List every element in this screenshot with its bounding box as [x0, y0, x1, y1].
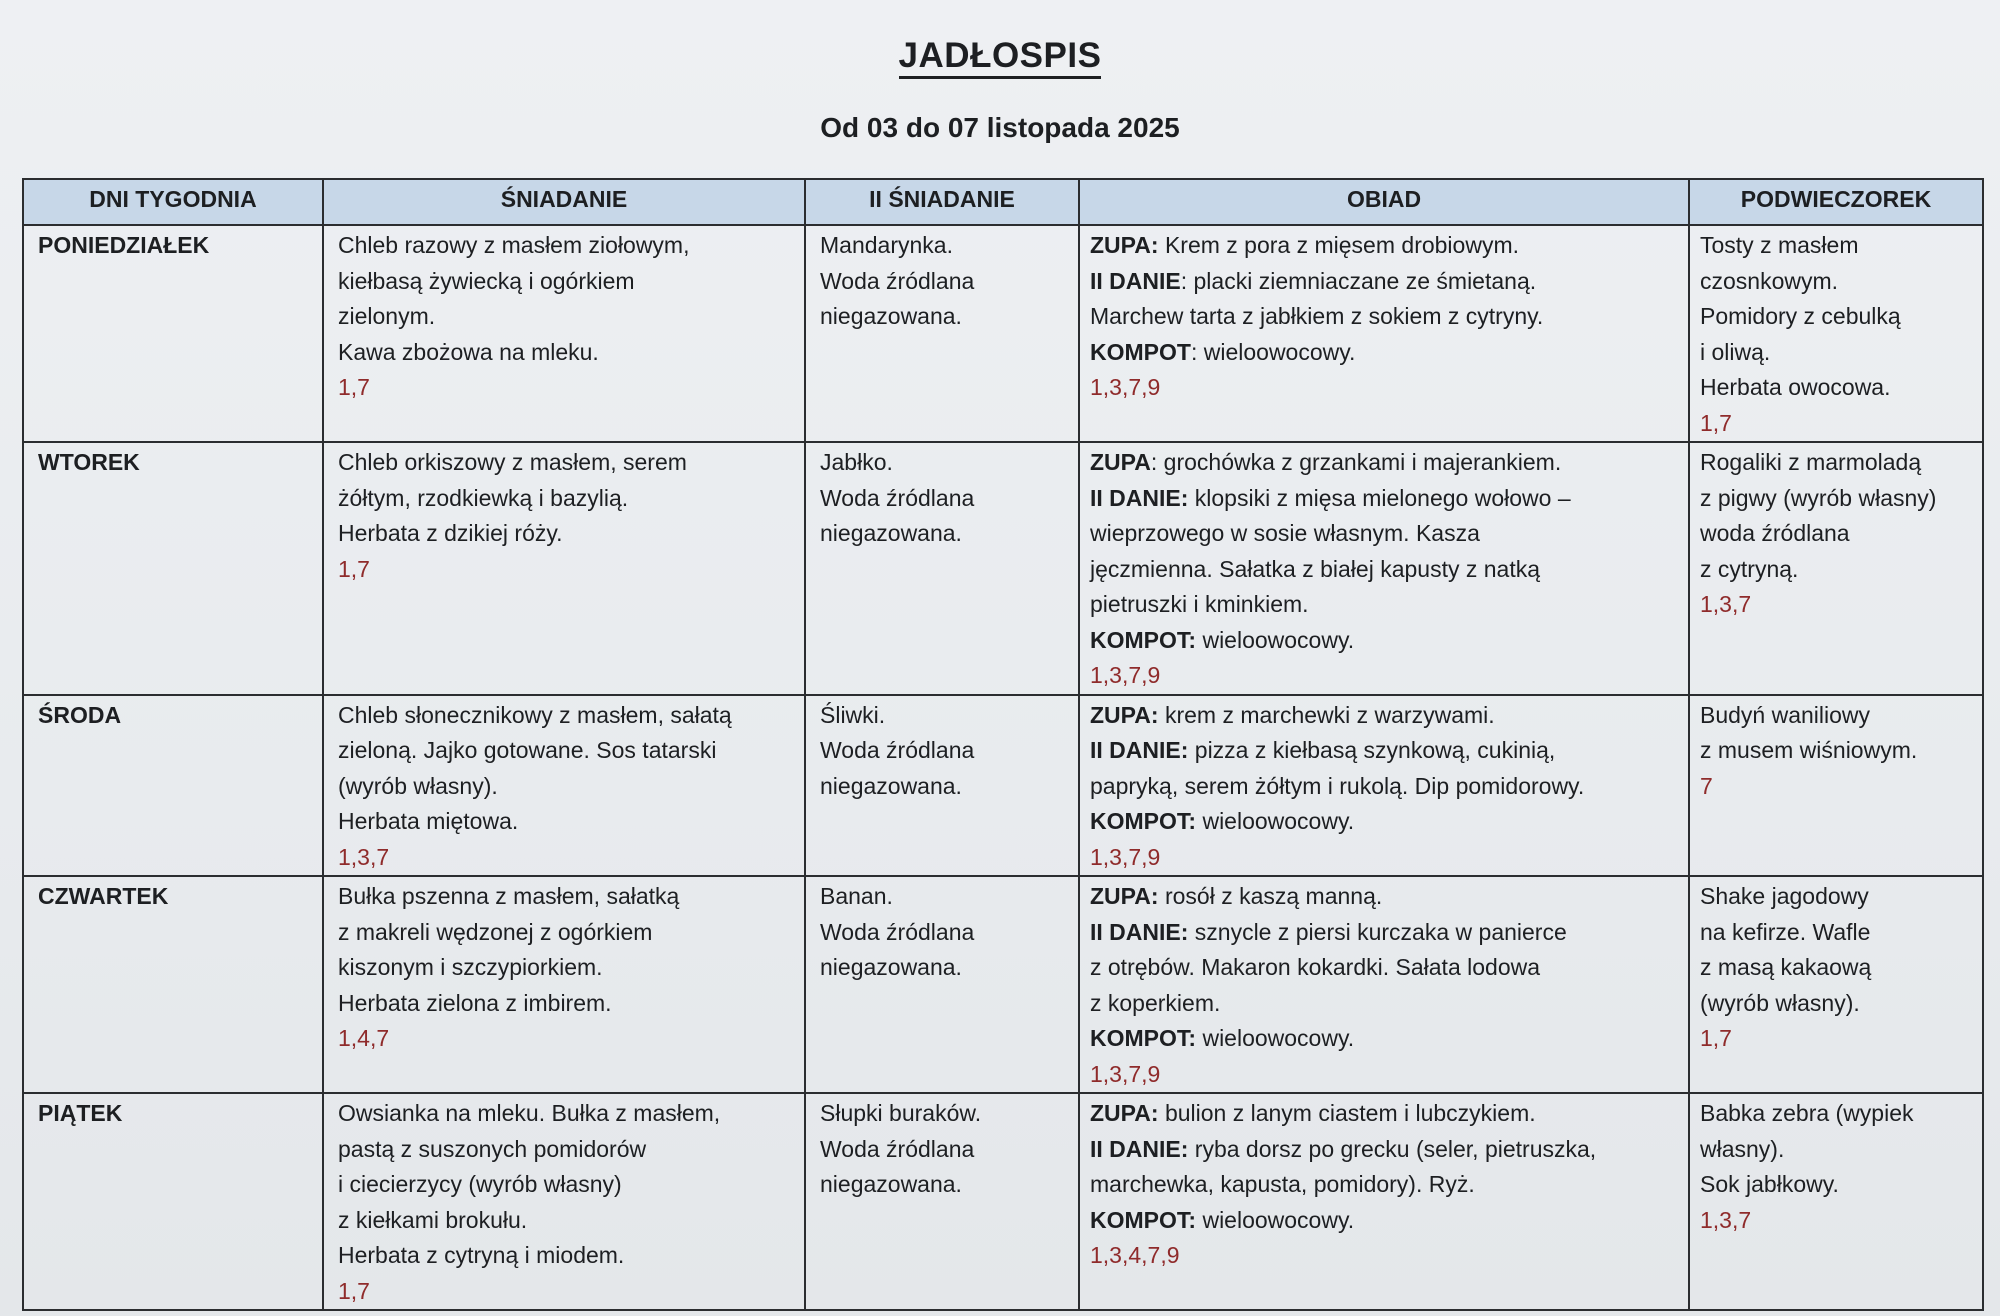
meal-line: Jabłko. — [820, 449, 893, 475]
sniadanie-cell — [323, 876, 805, 1093]
meal-line: Kawa zbożowa na mleku. — [338, 338, 599, 365]
meal-line: z pigwy (wyrób własny) — [1700, 484, 1937, 511]
meal-line — [1090, 1203, 1674, 1239]
meal-line: Owsianka na mleku. Bułka z masłem, — [338, 1100, 721, 1126]
allergens-label: 1,7 — [338, 1277, 370, 1304]
meal-line: z masą kakaową — [1700, 954, 1872, 980]
meal-line — [1090, 1096, 1674, 1132]
meal-line: (wyrób własny). — [338, 772, 498, 799]
meal-line: Herbata miętowa. — [338, 808, 519, 834]
meal-line: z kiełkami brokułu. — [338, 1206, 528, 1233]
course-text: pizza z kiełbasą szynkową, cukinią, — [1188, 737, 1556, 763]
meal-line — [1090, 516, 1674, 552]
obiad-cell — [1079, 442, 1689, 695]
course-text: krem z marchewki z warzywami. — [1158, 701, 1495, 728]
meal-line: i oliwą. — [1700, 338, 1771, 365]
course-label: ZUPA: — [1090, 883, 1159, 909]
allergens-label: 1,3,7 — [1700, 1206, 1752, 1233]
course-label: II DANIE: — [1090, 484, 1189, 511]
obiad-cell — [1079, 1093, 1689, 1310]
obiad-cell — [1079, 876, 1689, 1093]
meal-line: Woda źródlana — [820, 918, 975, 945]
meal-line: Woda źródlana — [820, 267, 975, 294]
course-text: z koperkiem. — [1090, 989, 1221, 1016]
meal-line: Herbata zielona z imbirem. — [338, 989, 612, 1016]
header-sniadanie: ŚNIADANIE — [323, 179, 805, 225]
meal-line: czosnkowym. — [1700, 267, 1839, 294]
sniadanie-cell — [323, 695, 805, 877]
meal-line: Woda źródlana — [820, 484, 975, 511]
sniadanie-cell — [323, 225, 805, 442]
meal-line — [1090, 481, 1674, 517]
meal-line: Mandarynka. — [820, 232, 953, 258]
meal-line: woda źródlana — [1700, 520, 1850, 546]
meal-line — [1090, 1132, 1674, 1168]
meal-line: Woda źródlana — [820, 737, 975, 763]
course-text: Marchew tarta z jabłkiem z sokiem z cytryny. — [1090, 303, 1544, 329]
ii-sniadanie-cell — [805, 876, 1079, 1093]
meal-line: Herbata z dzikiej róży. — [338, 520, 563, 546]
meal-line: zielonym. — [338, 303, 436, 329]
meal-line — [1090, 623, 1674, 659]
course-text: klopsiki z mięsa mielonego wołowo – — [1188, 484, 1571, 511]
meal-line — [1090, 1021, 1674, 1057]
meal-line — [1090, 733, 1674, 769]
meal-line — [1090, 879, 1674, 915]
course-text: wieloowocowy. — [1196, 626, 1355, 653]
course-label: KOMPOT — [1090, 338, 1191, 365]
meal-line: niegazowana. — [820, 954, 962, 980]
header-ii-sniadanie: II ŚNIADANIE — [805, 179, 1079, 225]
course-label: II DANIE — [1090, 267, 1181, 294]
day-cell: ŚRODA — [23, 695, 323, 877]
day-cell: CZWARTEK — [23, 876, 323, 1093]
allergens-label: 1,3,4,7,9 — [1090, 1242, 1180, 1268]
course-text: Krem z pora z mięsem drobiowym. — [1158, 232, 1519, 258]
meal-line: Banan. — [820, 883, 893, 909]
meal-line: kiełbasą żywiecką i ogórkiem — [338, 267, 635, 294]
course-text: wieloowocowy. — [1196, 808, 1355, 834]
course-text: jęczmienna. Sałatka z białej kapusty z natką — [1090, 555, 1541, 582]
course-label: KOMPOT: — [1090, 1206, 1197, 1233]
allergens-label: 1,7 — [338, 374, 370, 400]
meal-line: niegazowana. — [820, 303, 962, 329]
meal-line: żółtym, rzodkiewką i bazylią. — [338, 484, 629, 511]
meal-line: z cytryną. — [1700, 555, 1799, 582]
meal-line: Słupki buraków. — [820, 1100, 982, 1126]
allergens-label: 1,3,7 — [338, 843, 390, 870]
document-title: JADŁOSPIS — [0, 36, 2000, 76]
header-obiad: OBIAD — [1079, 179, 1689, 225]
ii-sniadanie-cell — [805, 442, 1079, 695]
meal-line — [1090, 299, 1674, 335]
meal-line: (wyrób własny). — [1700, 989, 1860, 1016]
obiad-cell — [1079, 225, 1689, 442]
table-row — [23, 1093, 1983, 1310]
course-label: KOMPOT: — [1090, 626, 1197, 653]
podwieczorek-cell — [1689, 695, 1983, 877]
meal-line: Rogaliki z marmoladą — [1700, 449, 1922, 475]
meal-line — [1090, 335, 1674, 371]
course-label: ZUPA: — [1090, 232, 1159, 258]
meal-line: z musem wiśniowym. — [1700, 737, 1918, 763]
meal-line: kiszonym i szczypiorkiem. — [338, 954, 603, 980]
day-cell: PONIEDZIAŁEK — [23, 225, 323, 442]
meal-line — [1090, 264, 1674, 300]
meal-line: Tosty z masłem — [1700, 232, 1859, 258]
course-text: wieprzowego w sosie własnym. Kasza — [1090, 520, 1480, 546]
allergens-label: 7 — [1700, 772, 1713, 799]
course-label: ZUPA: — [1090, 1100, 1159, 1126]
meal-line: Bułka pszenna z masłem, sałatką — [338, 883, 680, 909]
ii-sniadanie-cell — [805, 225, 1079, 442]
meal-line: Chleb orkiszowy z masłem, serem — [338, 449, 687, 475]
document-subtitle: Od 03 do 07 listopada 2025 — [820, 112, 1180, 143]
meal-line — [1090, 986, 1674, 1022]
meal-line — [1090, 552, 1674, 588]
allergens-label: 1,3,7 — [1700, 591, 1752, 617]
podwieczorek-cell — [1689, 225, 1983, 442]
course-text: : grochówka z grzankami i majerankiem. — [1150, 449, 1562, 475]
meal-line: Chleb słonecznikowy z masłem, sałatą — [338, 701, 732, 728]
course-text: papryką, serem żółtym i rukolą. Dip pomidorowy. — [1090, 772, 1585, 799]
sniadanie-cell — [323, 442, 805, 695]
meal-line: Sok jabłkowy. — [1700, 1171, 1839, 1197]
meal-line: niegazowana. — [820, 520, 962, 546]
meal-line: z makreli wędzonej z ogórkiem — [338, 918, 653, 945]
meal-line: Woda źródlana — [820, 1135, 975, 1162]
meal-line: Herbata z cytryną i miodem. — [338, 1242, 625, 1268]
meal-line: Śliwki. — [820, 701, 886, 728]
meal-line: Chleb razowy z masłem ziołowym, — [338, 232, 690, 258]
course-text: sznycle z piersi kurczaka w panierce — [1188, 918, 1567, 945]
header-row — [23, 179, 1983, 225]
course-label: II DANIE: — [1090, 737, 1189, 763]
meal-line: niegazowana. — [820, 772, 962, 799]
allergens-label: 1,3,7,9 — [1090, 1060, 1161, 1087]
meal-line — [1090, 445, 1674, 481]
course-text: wieloowocowy. — [1196, 1025, 1355, 1051]
course-text: marchewka, kapusta, pomidory). Ryż. — [1090, 1171, 1475, 1197]
meal-line — [1090, 1167, 1674, 1203]
meal-line — [1090, 228, 1674, 264]
allergens-label: 1,3,7,9 — [1090, 843, 1161, 870]
ii-sniadanie-cell — [805, 695, 1079, 877]
course-label: ZUPA — [1090, 449, 1151, 475]
course-text: : wieloowocowy. — [1190, 338, 1356, 365]
allergens-label: 1,7 — [1700, 1025, 1732, 1051]
meal-line — [1090, 769, 1674, 805]
table-row — [23, 695, 1983, 877]
course-text: rosół z kaszą manną. — [1158, 883, 1383, 909]
menu-table — [22, 178, 1984, 1311]
meal-line: niegazowana. — [820, 1171, 962, 1197]
course-text: ryba dorsz po grecku (seler, pietruszka, — [1188, 1135, 1597, 1162]
meal-line: własny). — [1700, 1135, 1785, 1162]
meal-line — [1090, 915, 1674, 951]
course-label: KOMPOT: — [1090, 808, 1197, 834]
table-row — [23, 225, 1983, 442]
meal-line: i ciecierzycy (wyrób własny) — [338, 1171, 622, 1197]
allergens-label: 1,3,7,9 — [1090, 374, 1161, 400]
meal-line: Pomidory z cebulką — [1700, 303, 1901, 329]
table-row — [23, 876, 1983, 1093]
podwieczorek-cell — [1689, 876, 1983, 1093]
table-row — [23, 442, 1983, 695]
meal-line: Herbata owocowa. — [1700, 374, 1891, 400]
meal-line: zieloną. Jajko gotowane. Sos tatarski — [338, 737, 717, 763]
header-dni-tygodnia: DNI TYGODNIA — [23, 179, 323, 225]
ii-sniadanie-cell — [805, 1093, 1079, 1310]
allergens-label: 1,7 — [338, 555, 370, 582]
sniadanie-cell — [323, 1093, 805, 1310]
meal-line: na kefirze. Wafle — [1700, 918, 1871, 945]
allergens-label: 1,7 — [1700, 409, 1732, 436]
podwieczorek-cell — [1689, 442, 1983, 695]
course-label: ZUPA: — [1090, 701, 1159, 728]
day-cell: PIĄTEK — [23, 1093, 323, 1310]
obiad-cell — [1079, 695, 1689, 877]
day-cell: WTOREK — [23, 442, 323, 695]
podwieczorek-cell — [1689, 1093, 1983, 1310]
course-label: KOMPOT: — [1090, 1025, 1197, 1051]
meal-line: Shake jagodowy — [1700, 883, 1869, 909]
meal-line: Budyń waniliowy — [1700, 701, 1871, 728]
course-text: bulion z lanym ciastem i lubczykiem. — [1158, 1100, 1536, 1126]
course-text: pietruszki i kminkiem. — [1090, 591, 1309, 617]
course-text: z otrębów. Makaron kokardki. Sałata lodowa — [1090, 954, 1541, 980]
course-label: II DANIE: — [1090, 1135, 1189, 1162]
meal-line — [1090, 804, 1674, 840]
meal-line — [1090, 950, 1674, 986]
meal-line — [1090, 587, 1674, 623]
allergens-label: 1,4,7 — [338, 1025, 390, 1051]
header-podwieczorek: PODWIECZOREK — [1689, 179, 1983, 225]
course-text: : placki ziemniaczane ze śmietaną. — [1180, 267, 1537, 294]
allergens-label: 1,3,7,9 — [1090, 662, 1161, 688]
meal-line: pastą z suszonych pomidorów — [338, 1135, 647, 1162]
meal-line: Babka zebra (wypiek — [1700, 1100, 1914, 1126]
course-label: II DANIE: — [1090, 918, 1189, 945]
course-text: wieloowocowy. — [1196, 1206, 1355, 1233]
meal-line — [1090, 698, 1674, 734]
